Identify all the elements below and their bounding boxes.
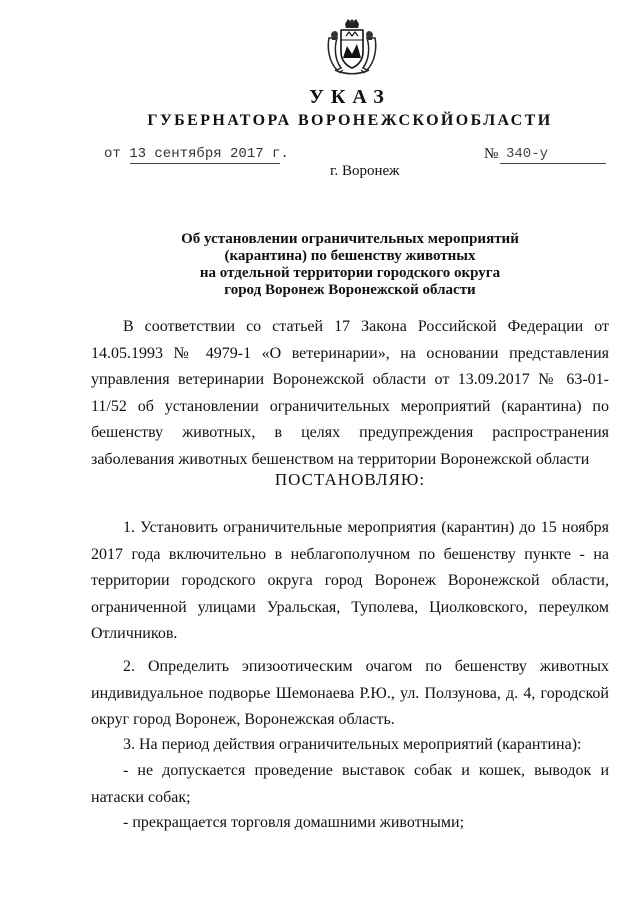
item-3b-paragraph: - прекращается торговля домашними животными; xyxy=(123,814,465,831)
heading-line: на отдельной территории городского округа xyxy=(199,265,501,281)
resolve-heading: ПОСТАНОВЛЯЮ: xyxy=(274,470,426,489)
decree-title: УКАЗ xyxy=(309,86,391,108)
date-underline xyxy=(130,163,280,164)
decree-city: г. Воронеж xyxy=(330,163,400,179)
decree-subtitle: ГУБЕРНАТОРА ВОРОНЕЖСКОЙОБЛАСТИ xyxy=(147,112,553,129)
item-3-paragraph: 3. На период действия ограничительных мероприятий (карантина): xyxy=(123,736,582,753)
preamble-paragraph: В соответствии со статьей 17 Закона Российской Федерации от 14.05.1993 № 4979-1 «О ветеринарии», на основании представления управления ветеринарии Воронежской области от 13.09.2017 № 63-01-11/52 об установлении ограничительных мероприятий (карантина) по бешенству животных, в целях предупреждения распространения заболевания животных бешенством на территории Воронежской области xyxy=(91,318,609,468)
item-3a-paragraph: - не допускается проведение выставок собак и кошек, выводок и натаски собак; xyxy=(91,762,609,806)
decree-number: 340-у xyxy=(506,146,549,162)
heading-line: (карантина) по бешенству животных xyxy=(224,248,476,264)
heading-line: город Воронеж Воронежской области xyxy=(224,282,476,298)
heading-line: Об установлении ограничительных мероприятий xyxy=(181,231,519,247)
decree-date: от 13 сентября 2017 г. xyxy=(104,146,289,162)
item-1-paragraph: 1. Установить ограничительные мероприятия (карантин) до 15 ноября 2017 года включительно в неблагополучном по бешенству пункте - на территории городского округа город Воронеж Воронежской области, ограниченной улицами Уральская, Туполева, Циолковского, переулком Отличников. xyxy=(91,519,609,642)
decree-heading xyxy=(0,231,640,299)
coat-of-arms-icon xyxy=(325,18,379,76)
decree-number-label: № xyxy=(484,146,499,162)
number-underline xyxy=(500,163,606,164)
item-2-paragraph: 2. Определить эпизоотическим очагом по бешенству животных индивидуальное подворье Шемонаева Р.Ю., ул. Ползунова, д. 4, городской округ город Воронеж, Воронежская область. xyxy=(91,658,609,728)
